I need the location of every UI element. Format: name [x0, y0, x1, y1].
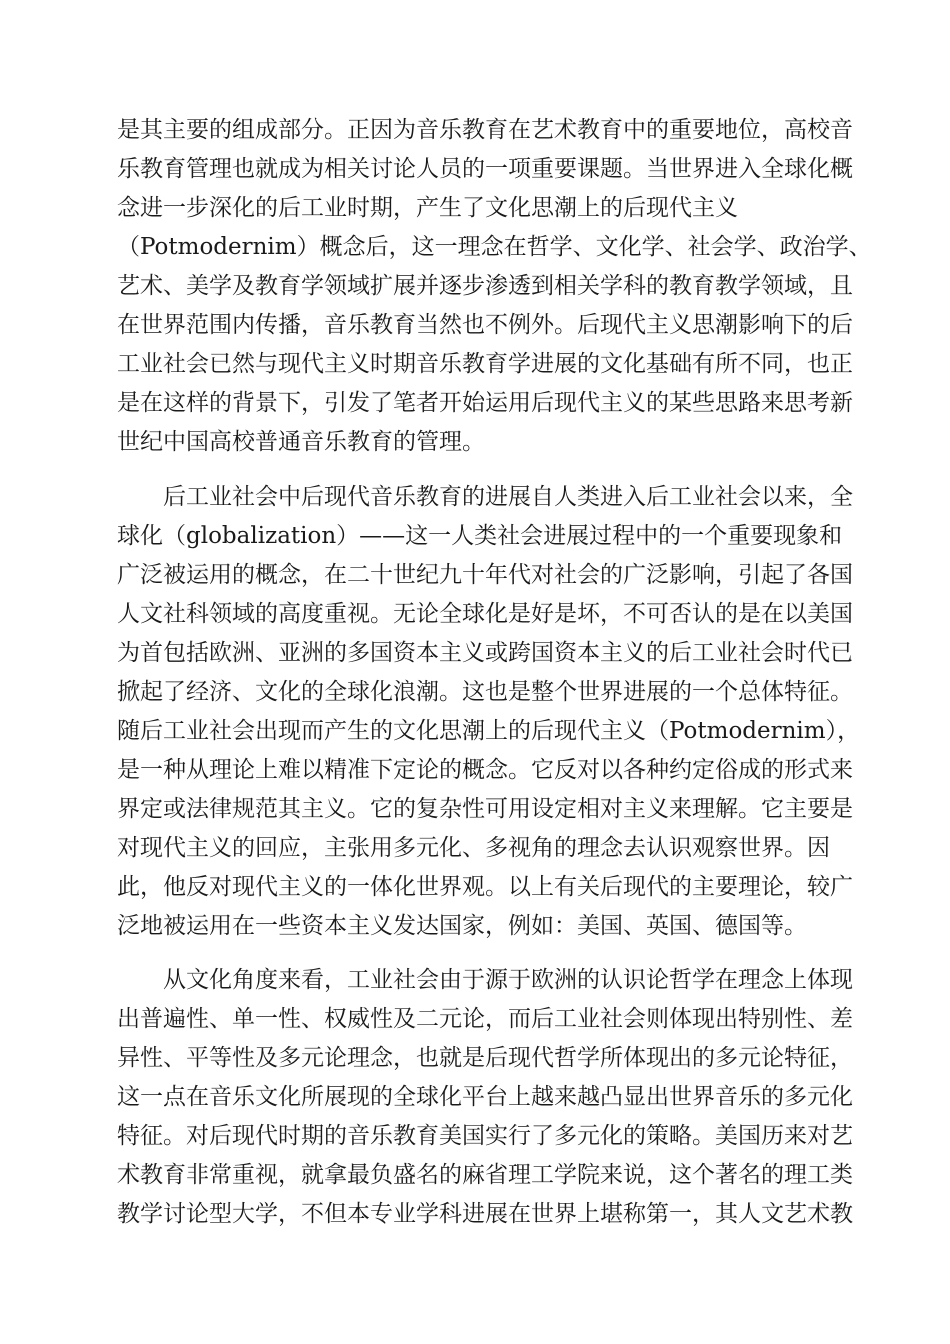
text-line: 出普遍性、单一性、权威性及二元论，而后工业社会则体现出特别性、差 [117, 1006, 853, 1032]
text-line: 异性、平等性及多元论理念，也就是后现代哲学所体现出的多元论特征， [117, 1045, 853, 1071]
text-line: 在世界范围内传播，音乐教育当然也不例外。后现代主义思潮影响下的后 [117, 312, 853, 338]
text-line: 球化（globalization）——这一人类社会进展过程中的一个重要现象和 [117, 523, 843, 549]
text-line: 随后工业社会出现而产生的文化思潮上的后现代主义（Potmodernim）， [117, 718, 861, 744]
text-line: 掀起了经济、文化的全球化浪潮。这也是整个世界进展的一个总体特征。 [117, 679, 853, 705]
text-line: 后工业社会中后现代音乐教育的进展自人类进入后工业社会以来，全 [163, 484, 853, 510]
text-line: 是在这样的背景下，引发了笔者开始运用后现代主义的某些思路来思考新 [117, 390, 853, 416]
text-line: 这一点在音乐文化所展现的全球化平台上越来越凸显出世界音乐的多元化 [117, 1084, 853, 1110]
text-line: 对现代主义的回应，主张用多元化、多视角的理念去认识观察世界。因 [117, 835, 830, 861]
text-line: 界定或法律规范其主义。它的复杂性可用设定相对主义来理解。它主要是 [117, 796, 853, 822]
text-line: 世纪中国高校普通音乐教育的管理。 [117, 429, 485, 455]
text-line: 人文社科领域的高度重视。无论全球化是好是坏，不可否认的是在以美国 [117, 601, 853, 627]
text-line: 念进一步深化的后工业时期，产生了文化思潮上的后现代主义 [117, 195, 738, 221]
text-line: 特征。对后现代时期的音乐教育美国实行了多元化的策略。美国历来对艺 [117, 1123, 853, 1149]
text-line: 是其主要的组成部分。正因为音乐教育在艺术教育中的重要地位，高校音 [117, 117, 853, 143]
text-line: 为首包括欧洲、亚洲的多国资本主义或跨国资本主义的后工业社会时代已 [117, 640, 853, 666]
text-line: 工业社会已然与现代主义时期音乐教育学进展的文化基础有所不同，也正 [117, 351, 853, 377]
text-line: 乐教育管理也就成为相关讨论人员的一项重要课题。当世界进入全球化概 [117, 156, 853, 182]
text-line: 术教育非常重视，就拿最负盛名的麻省理工学院来说，这个著名的理工类 [117, 1162, 853, 1188]
text-line: 泛地被运用在一些资本主义发达国家，例如：美国、英国、德国等。 [117, 913, 807, 939]
text-line: 广泛被运用的概念，在二十世纪九十年代对社会的广泛影响，引起了各国 [117, 562, 853, 588]
text-line: 从文化角度来看，工业社会由于源于欧洲的认识论哲学在理念上体现 [163, 967, 853, 993]
text-line: 艺术、美学及教育学领域扩展并逐步渗透到相关学科的教育教学领域，且 [117, 273, 853, 299]
text-line: 教学讨论型大学，不但本专业学科进展在世界上堪称第一，其人文艺术教 [117, 1201, 853, 1227]
text-line: 此，他反对现代主义的一体化世界观。以上有关后现代的主要理论，较广 [117, 874, 853, 900]
text-line: 是一种从理论上难以精准下定论的概念。它反对以各种约定俗成的形式来 [117, 757, 853, 783]
text-line: （Potmodernim）概念后，这一理念在哲学、文化学、社会学、政治学、 [117, 234, 872, 260]
